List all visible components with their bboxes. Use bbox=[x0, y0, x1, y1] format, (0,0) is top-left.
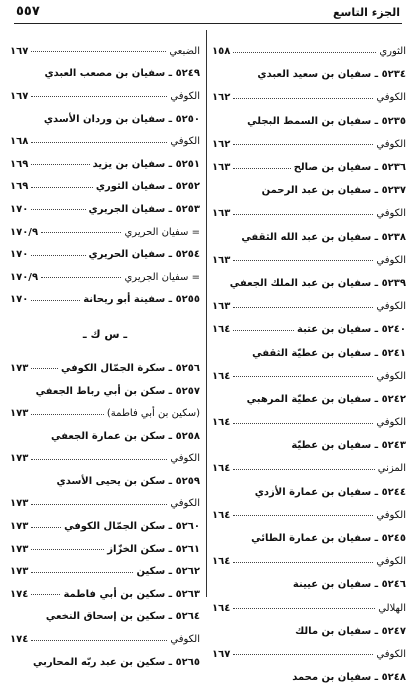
entry-text: ٥٢٤٩ ـ سفيان بن مصعب العبدي bbox=[44, 68, 200, 80]
dot-leader bbox=[31, 254, 85, 256]
index-entry bbox=[212, 249, 406, 272]
entry-text: الضبعي bbox=[169, 45, 200, 57]
dot-leader bbox=[31, 299, 80, 301]
entry-text: (سكين بن أبي فاطمة) bbox=[106, 408, 200, 420]
entry-page-number: ١٦٤ bbox=[212, 417, 231, 429]
index-entry bbox=[10, 357, 200, 380]
dot-leader bbox=[31, 413, 104, 415]
index-entry bbox=[212, 40, 406, 63]
index-entry bbox=[212, 226, 406, 249]
index-entry bbox=[212, 272, 406, 295]
page-header bbox=[14, 4, 402, 24]
entry-page-number: ١٦٢ bbox=[212, 138, 231, 150]
entry-page-number: ١٦٧ bbox=[212, 648, 231, 660]
dot-leader bbox=[31, 526, 61, 528]
dot-leader bbox=[233, 653, 373, 655]
entry-text: الكوفي bbox=[376, 556, 406, 568]
entry-text: ٥٢٥٧ ـ سكن بن أبي رباط الجعفي bbox=[35, 385, 200, 397]
dot-leader bbox=[31, 208, 85, 210]
dot-leader bbox=[233, 514, 373, 516]
dot-leader bbox=[233, 51, 376, 53]
dot-leader bbox=[31, 571, 133, 573]
entry-text: ٥٢٥٣ ـ سفيان الجريري bbox=[88, 203, 200, 215]
entry-page-number: ١٦٣ bbox=[212, 208, 231, 220]
entry-text: الكوفي bbox=[170, 136, 200, 148]
entry-text: ٥٢٥٩ ـ سكن بن يحيى الأسدي bbox=[56, 475, 200, 487]
entry-page-number: ١٧٠ bbox=[10, 203, 29, 215]
running-title: الجزء التاسع bbox=[333, 6, 400, 19]
entry-page-number: ١٥٨ bbox=[212, 46, 231, 58]
section-letters: ـ س ك ـ bbox=[82, 327, 128, 341]
dot-leader bbox=[31, 141, 167, 143]
index-entry bbox=[10, 583, 200, 606]
index-entry bbox=[10, 243, 200, 266]
entry-text: ٥٢٤٢ ـ سفيان بن عطيّة المرهبي bbox=[246, 393, 406, 405]
dot-leader bbox=[31, 367, 58, 369]
dot-leader bbox=[31, 593, 60, 595]
entry-text: = سفيان الجريري bbox=[124, 271, 200, 283]
index-column-right bbox=[212, 40, 406, 689]
index-entry bbox=[212, 666, 406, 689]
entry-text: ٥٢٣٦ ـ سفيان بن صالح bbox=[293, 162, 406, 174]
entry-page-number: ١٦٤ bbox=[212, 509, 231, 521]
index-entry bbox=[212, 202, 406, 225]
index-entry bbox=[212, 156, 406, 179]
index-entry bbox=[10, 176, 200, 199]
entry-text: ٥٢٦٠ ـ سكن الجمّال الكوفي bbox=[64, 521, 200, 533]
index-entry bbox=[212, 434, 406, 457]
entry-text: ٥٢٤٠ ـ سفيان بن عتبة bbox=[297, 324, 406, 336]
dot-leader bbox=[31, 50, 166, 52]
entry-page-number: ١٦٣ bbox=[212, 162, 231, 174]
index-entry bbox=[10, 493, 200, 516]
index-entry bbox=[10, 221, 200, 244]
index-column-left bbox=[10, 40, 200, 673]
entry-page-number: ١٧٣ bbox=[10, 453, 29, 465]
dot-leader bbox=[233, 329, 294, 331]
index-entry bbox=[212, 573, 406, 596]
entry-text: الكوفي bbox=[376, 208, 406, 220]
entry-text: ٥٢٦١ ـ سكن الخزّاز bbox=[107, 543, 200, 555]
entry-text: الكوفي bbox=[376, 648, 406, 660]
entry-page-number: ١٦٧ bbox=[10, 45, 29, 57]
index-entry bbox=[212, 318, 406, 341]
index-entry bbox=[10, 470, 200, 493]
entry-text: ٥٢٣٩ ـ سفيان بن عبد الملك الجعفي bbox=[229, 277, 406, 289]
dot-leader bbox=[233, 143, 373, 145]
index-entry bbox=[212, 550, 406, 573]
entry-page-number: ١٧٣ bbox=[10, 362, 29, 374]
entry-text: ٥٢٥٨ ـ سكن بن عمارة الجعفي bbox=[51, 430, 200, 442]
entry-text: ٥٢٣٨ ـ سفيان بن عبد الله الثقفي bbox=[241, 231, 406, 243]
entry-page-number: ١٦٩ bbox=[10, 181, 29, 193]
entry-page-number: ١٦٤ bbox=[212, 370, 231, 382]
index-entry bbox=[212, 597, 406, 620]
entry-text: ٥٢٤٧ ـ سفيان بن مالك bbox=[295, 625, 406, 637]
entry-text: ٥٢٥٢ ـ سفيان الثوري bbox=[95, 181, 200, 193]
index-entry bbox=[212, 295, 406, 318]
entry-page-number: ١٧٠ bbox=[10, 294, 29, 306]
entry-text: الكوفي bbox=[170, 498, 200, 510]
index-entry bbox=[10, 560, 200, 583]
entry-page-number: ١٧٣ bbox=[10, 543, 29, 555]
entry-text: الكوفي bbox=[376, 254, 406, 266]
dot-leader bbox=[41, 276, 121, 278]
entry-page-number: ١٧٣ bbox=[10, 521, 29, 533]
entry-text: الكوفي bbox=[376, 301, 406, 313]
dot-leader bbox=[31, 548, 104, 550]
dot-leader bbox=[41, 231, 121, 233]
index-entry bbox=[10, 108, 200, 131]
index-entry bbox=[10, 448, 200, 471]
dot-leader bbox=[233, 213, 373, 215]
dot-leader bbox=[233, 167, 290, 169]
dot-leader bbox=[31, 503, 167, 505]
dot-leader bbox=[31, 163, 89, 165]
index-entry bbox=[212, 63, 406, 86]
entry-text: الكوفي bbox=[376, 138, 406, 150]
entry-text: ٥٢٤٥ ـ سفيان بن عمارة الطائي bbox=[251, 533, 406, 545]
entry-text: ٥٢٣٤ ـ سفيان بن سعيد العبدي bbox=[257, 69, 406, 81]
index-entry bbox=[10, 85, 200, 108]
dot-leader bbox=[31, 186, 93, 188]
index-entry bbox=[212, 620, 406, 643]
index-entry bbox=[212, 504, 406, 527]
index-entry bbox=[10, 538, 200, 561]
entry-text: ٥٢٣٥ ـ سفيان بن السمط البجلي bbox=[247, 115, 406, 127]
entry-page-number: ١٦٩ bbox=[10, 158, 29, 170]
column-divider bbox=[206, 30, 207, 597]
index-entry bbox=[10, 63, 200, 86]
dot-leader bbox=[233, 468, 374, 470]
entry-page-number: ١٧٠/٩ bbox=[10, 271, 39, 283]
entry-text: ٥٢٦٣ ـ سكين بن أبي فاطمة bbox=[63, 588, 200, 600]
entry-text: ٥٢٥٦ ـ سكرة الجمّال الكوفي bbox=[61, 362, 200, 374]
entry-text: ٥٢٥٤ ـ سفيان الحريري bbox=[88, 249, 200, 261]
index-entry bbox=[212, 110, 406, 133]
entry-page-number: ١٦٤ bbox=[212, 463, 231, 475]
entry-text: ٥٢٤١ ـ سفيان بن عطيّة الثقفي bbox=[252, 347, 406, 359]
index-entry bbox=[212, 527, 406, 550]
section-heading bbox=[10, 311, 200, 357]
entry-text: الكوفي bbox=[170, 453, 200, 465]
entry-page-number: ١٦٤ bbox=[212, 324, 231, 336]
index-entry bbox=[212, 133, 406, 156]
entry-text: ٥٢٥١ ـ سفيان بن يزيد bbox=[92, 158, 200, 170]
index-entry bbox=[212, 179, 406, 202]
entry-text: الثوري bbox=[379, 46, 406, 58]
index-entry bbox=[212, 86, 406, 109]
dot-leader bbox=[31, 458, 167, 460]
dot-leader bbox=[233, 306, 373, 308]
index-entry bbox=[10, 402, 200, 425]
entry-page-number: ١٧٤ bbox=[10, 634, 29, 646]
dot-leader bbox=[233, 561, 373, 563]
dot-leader bbox=[233, 422, 373, 424]
index-entry bbox=[212, 341, 406, 364]
index-entry bbox=[10, 515, 200, 538]
entry-text: ٥٢٣٧ ـ سفيان بن عبد الرحمن bbox=[261, 185, 406, 197]
entry-text: = سفيان الحريري bbox=[124, 226, 200, 238]
index-entry bbox=[10, 130, 200, 153]
dot-leader bbox=[233, 259, 373, 261]
index-entry bbox=[10, 380, 200, 403]
index-entry bbox=[212, 643, 406, 666]
entry-page-number: ١٦٨ bbox=[10, 136, 29, 148]
index-entry bbox=[10, 425, 200, 448]
index-entry bbox=[10, 198, 200, 221]
entry-text: ٥٢٤٤ ـ سفيان بن عمارة الأزدي bbox=[254, 486, 406, 498]
index-entry bbox=[10, 289, 200, 312]
entry-page-number: ١٧٤ bbox=[10, 588, 29, 600]
entry-text: ٥٢٦٢ ـ سكين bbox=[136, 566, 200, 578]
entry-page-number: ١٧٣ bbox=[10, 566, 29, 578]
index-entry bbox=[212, 457, 406, 480]
page-number: ٥٥٧ bbox=[16, 4, 40, 19]
entry-text: الكوفي bbox=[170, 634, 200, 646]
entry-text: المزني bbox=[377, 463, 406, 475]
header-rule bbox=[14, 23, 402, 24]
entry-text: الكوفي bbox=[170, 90, 200, 102]
index-entry bbox=[212, 411, 406, 434]
entry-text: ٥٢٥٥ ـ سفينة أبو ريحانة bbox=[83, 294, 200, 306]
index-entry bbox=[10, 628, 200, 651]
dot-leader bbox=[31, 95, 167, 97]
entry-page-number: ١٦٧ bbox=[10, 90, 29, 102]
index-entry bbox=[212, 481, 406, 504]
index-entry bbox=[212, 365, 406, 388]
entry-page-number: ١٦٤ bbox=[212, 602, 231, 614]
dot-leader bbox=[31, 639, 167, 641]
index-entry bbox=[10, 153, 200, 176]
index-entry bbox=[10, 651, 200, 674]
entry-page-number: ١٦٤ bbox=[212, 556, 231, 568]
entry-text: ٥٢٤٣ ـ سفيان بن عطيّة bbox=[291, 440, 406, 452]
entry-page-number: ١٧٠/٩ bbox=[10, 226, 39, 238]
entry-text: ٥٢٤٨ ـ سفيان بن محمد bbox=[292, 672, 406, 684]
entry-text: ٥٢٤٦ ـ سفيان بن عيينة bbox=[292, 579, 406, 591]
entry-text: ٥٢٦٤ ـ سكين بن إسحاق النخعي bbox=[45, 611, 200, 623]
dot-leader bbox=[233, 375, 373, 377]
entry-text: الكوفي bbox=[376, 509, 406, 521]
index-entry bbox=[10, 606, 200, 629]
entry-page-number: ١٧٣ bbox=[10, 408, 29, 420]
entry-text: الكوفي bbox=[376, 370, 406, 382]
entry-page-number: ١٦٣ bbox=[212, 254, 231, 266]
index-entry bbox=[10, 266, 200, 289]
entry-page-number: ١٧٠ bbox=[10, 249, 29, 261]
entry-text: الكوفي bbox=[376, 92, 406, 104]
entry-page-number: ١٦٣ bbox=[212, 301, 231, 313]
entry-text: الهلالي bbox=[378, 602, 406, 614]
entry-text: ٥٢٦٥ ـ سكين بن عبد ربّه المحاربي bbox=[33, 656, 200, 668]
entry-page-number: ١٦٢ bbox=[212, 92, 231, 104]
index-entry bbox=[212, 388, 406, 411]
dot-leader bbox=[233, 97, 373, 99]
entry-text: ٥٢٥٠ ـ سفيان بن وردان الأسدي bbox=[43, 113, 200, 125]
index-entry bbox=[10, 40, 200, 63]
entry-text: الكوفي bbox=[376, 417, 406, 429]
entry-page-number: ١٧٣ bbox=[10, 498, 29, 510]
